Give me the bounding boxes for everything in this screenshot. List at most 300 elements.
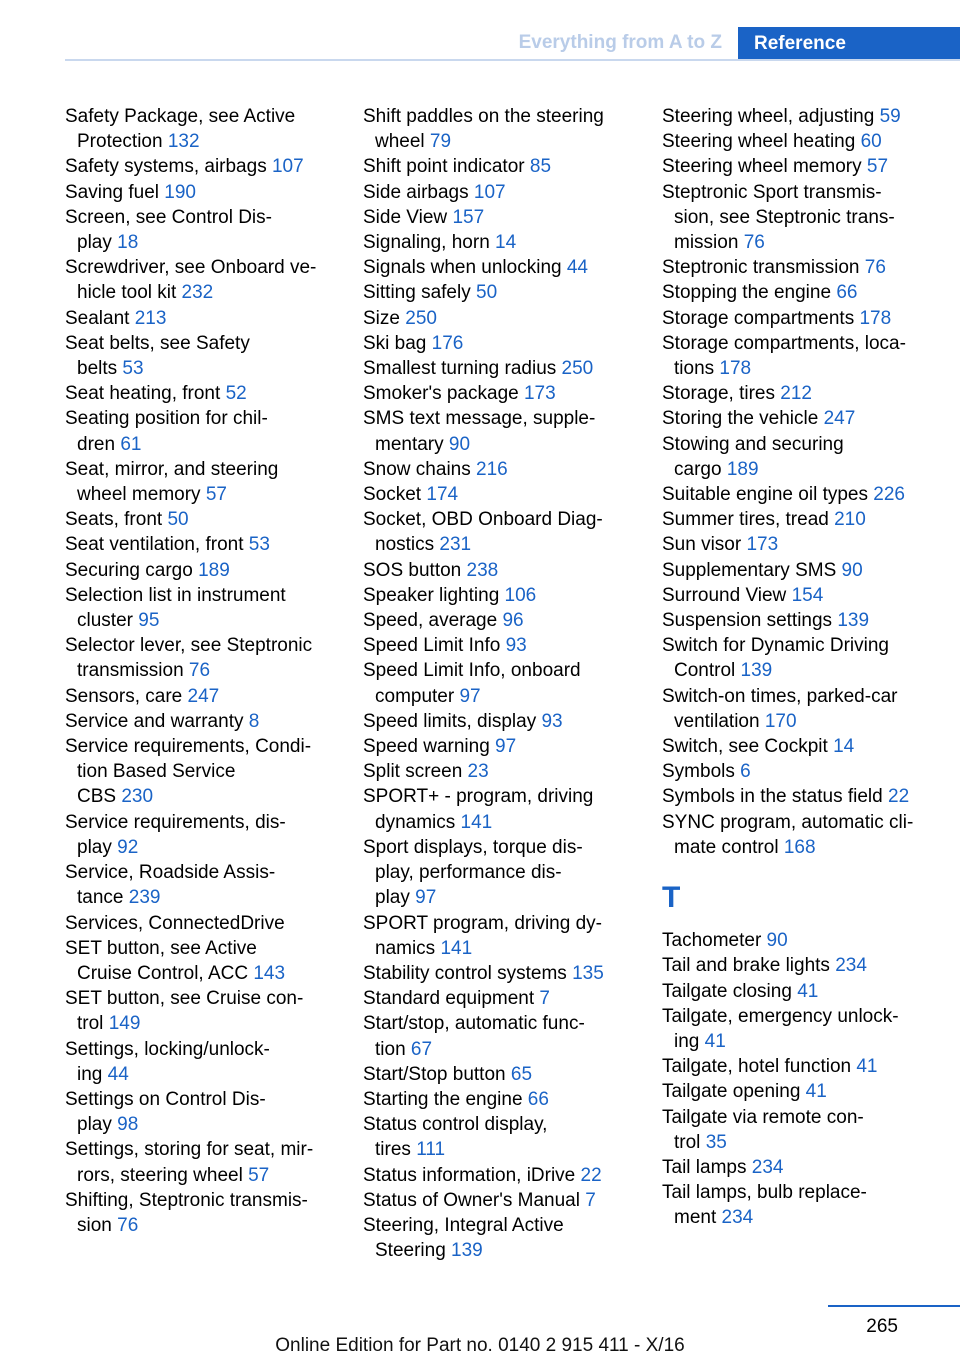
page-reference-link[interactable]: 149 — [108, 1013, 141, 1035]
index-entry-text: trol — [77, 1013, 109, 1035]
page-reference-link[interactable]: 41 — [805, 1081, 827, 1103]
index-entry — [363, 356, 663, 381]
index-entry-text: Tail and brake lights — [662, 955, 836, 977]
page-reference-link[interactable]: 22 — [888, 786, 910, 808]
index-entry-text: trol — [674, 1131, 706, 1153]
index-entry — [662, 306, 960, 331]
page-reference-link[interactable]: 57 — [205, 484, 227, 506]
page-reference-link[interactable]: 41 — [704, 1030, 726, 1052]
index-column-1 — [65, 104, 365, 1238]
page-reference-link[interactable]: 173 — [746, 534, 779, 556]
index-entry — [363, 230, 663, 255]
page-reference-link[interactable]: 238 — [466, 559, 499, 581]
page-reference-link[interactable]: 107 — [473, 181, 506, 203]
index-entry-text: Safety Package, see Active — [65, 106, 296, 127]
page-reference-link[interactable]: 247 — [823, 408, 856, 430]
index-entry-text: Tachometer — [662, 930, 767, 952]
page-reference-link[interactable]: 76 — [188, 660, 211, 682]
page-reference-link[interactable]: 76 — [743, 232, 765, 254]
index-entry-text: Signaling, horn — [363, 232, 496, 254]
page-reference-link[interactable]: 60 — [860, 131, 882, 153]
index-entry — [65, 104, 365, 154]
index-entry-text: Services, ConnectedDrive — [65, 912, 285, 934]
index-entry-text: Sitting safely — [363, 282, 476, 304]
index-entry — [662, 759, 960, 784]
page-reference-link[interactable]: 23 — [467, 761, 489, 783]
index-entry — [363, 835, 663, 911]
page-reference-link[interactable]: 106 — [504, 584, 537, 606]
index-entry-text: sion, see Steptronic trans- — [674, 206, 895, 228]
index-entry-text: Tailgate closing — [662, 980, 798, 1002]
index-entry — [363, 633, 663, 658]
index-entry-text: dren — [77, 433, 121, 455]
index-entry-text: Control — [674, 660, 741, 682]
index-entry-text: Selection list in instrument — [65, 584, 286, 606]
index-entry — [662, 583, 960, 608]
page-reference-link[interactable]: 96 — [502, 610, 524, 632]
index-column-3 — [662, 104, 960, 1231]
page-reference-link[interactable]: 213 — [134, 307, 167, 329]
page-reference-link[interactable]: 41 — [856, 1056, 878, 1078]
page-reference-link[interactable]: 97 — [459, 685, 481, 707]
index-entry — [65, 381, 365, 406]
index-entry — [363, 1062, 663, 1087]
index-entry — [65, 507, 365, 532]
index-entry-text: Service requirements, dis- — [65, 811, 286, 833]
index-entry — [363, 986, 663, 1011]
page-reference-link[interactable]: 154 — [791, 584, 824, 606]
page-reference-link[interactable]: 234 — [721, 1207, 754, 1229]
index-entry — [363, 759, 663, 784]
index-entry — [363, 784, 663, 834]
page-reference-link[interactable]: 143 — [253, 962, 286, 984]
index-entry-text: mate control — [674, 836, 784, 858]
index-entry — [662, 1155, 960, 1180]
page-reference-link[interactable]: 210 — [834, 509, 866, 531]
index-entry-text: tion — [375, 1038, 411, 1060]
index-entry — [662, 608, 960, 633]
index-entry-text: Switch-on times, parked-car — [662, 685, 898, 707]
index-entry — [662, 381, 960, 406]
index-entry-text: SMS text message, supple- — [363, 408, 596, 430]
index-entry — [662, 406, 960, 431]
index-entry-text: Protection — [77, 131, 168, 153]
index-entry — [363, 381, 663, 406]
index-entry — [65, 810, 365, 860]
index-entry-text: Tailgate, hotel function — [662, 1056, 857, 1078]
page-reference-link[interactable]: 97 — [495, 736, 517, 758]
page-reference-link[interactable]: 111 — [416, 1139, 446, 1161]
index-entry-text: cluster — [77, 610, 139, 632]
index-entry — [363, 709, 663, 734]
index-entry — [363, 507, 663, 557]
index-entry — [662, 331, 960, 381]
page-reference-link[interactable]: 85 — [529, 156, 552, 178]
index-entry-text: SYNC program, automatic cli- — [662, 811, 914, 833]
index-entry-text: tires — [375, 1139, 417, 1161]
index-entry-text: Split screen — [363, 761, 468, 783]
index-entry-text: computer — [375, 685, 460, 707]
index-entry-text: Starting the engine — [363, 1088, 528, 1110]
index-entry-text: Settings, locking/unlock- — [65, 1038, 270, 1060]
index-entry-text: Status of Owner's Manual — [363, 1189, 586, 1211]
page-reference-link[interactable]: 90 — [766, 930, 788, 952]
page-reference-link[interactable]: 93 — [505, 635, 527, 657]
index-entry — [363, 1112, 663, 1162]
index-entry — [662, 784, 960, 809]
index-entry-text: Supplementary SMS — [662, 559, 842, 581]
index-entry-text: Size — [363, 307, 406, 329]
page-reference-link[interactable]: 6 — [740, 761, 751, 783]
index-entry — [363, 205, 663, 230]
page-reference-link[interactable]: 234 — [835, 955, 867, 977]
page-reference-link[interactable]: 8 — [248, 710, 260, 732]
page-reference-link[interactable]: 226 — [873, 484, 905, 506]
index-entry — [363, 1213, 663, 1263]
index-entry-text: Cruise Control, ACC — [77, 962, 254, 984]
index-entry — [65, 911, 365, 936]
page-reference-link[interactable]: 18 — [117, 232, 139, 254]
index-entry — [363, 280, 663, 305]
index-entry-text: SOS button — [363, 559, 467, 581]
page-reference-link[interactable]: 53 — [248, 534, 270, 556]
index-entry-text: Service requirements, Condi- — [65, 736, 312, 758]
index-entry-text: Seat belts, see Safety — [65, 332, 250, 354]
index-entry-text: Tail lamps, bulb replace- — [662, 1182, 867, 1204]
index-entry — [363, 558, 663, 583]
index-entry-text: Sport displays, torque dis- — [363, 836, 583, 858]
index-entry-text: Storage compartments — [662, 307, 860, 329]
page-reference-link[interactable]: 14 — [833, 736, 855, 758]
index-entry-text: Start/Stop button — [363, 1063, 511, 1085]
index-entry — [662, 432, 960, 482]
index-entry — [65, 306, 365, 331]
index-entry-text: Suitable engine oil types — [662, 484, 874, 506]
page-reference-link[interactable]: 178 — [719, 358, 752, 380]
index-entry-text: Seats, front — [65, 509, 168, 531]
page-reference-link[interactable]: 66 — [527, 1088, 549, 1110]
page-reference-link[interactable]: 52 — [225, 383, 247, 405]
index-entry — [65, 532, 365, 557]
index-entry-text: Switch for Dynamic Driving — [662, 635, 889, 657]
page-reference-link[interactable]: 7 — [585, 1189, 596, 1211]
index-entry-text: Service and warranty — [65, 710, 249, 732]
page-reference-link[interactable]: 14 — [495, 232, 517, 254]
page-reference-link[interactable]: 250 — [405, 307, 437, 329]
index-entry — [662, 1079, 960, 1104]
index-entry — [363, 1163, 663, 1188]
index-entry — [363, 961, 663, 986]
index-entry — [65, 255, 365, 305]
page-reference-link[interactable]: 135 — [572, 962, 604, 984]
page-reference-link[interactable]: 76 — [864, 257, 886, 279]
page-reference-link[interactable]: 232 — [181, 282, 214, 304]
page-reference-link[interactable]: 157 — [452, 206, 485, 228]
page-reference-link[interactable]: 76 — [117, 1214, 139, 1236]
index-entry-text: play — [77, 836, 118, 858]
page-reference-link[interactable]: 95 — [138, 610, 160, 632]
index-entry-text: Settings, storing for seat, mir- — [65, 1139, 314, 1161]
index-entry — [662, 928, 960, 953]
page-reference-link[interactable]: 173 — [523, 383, 556, 405]
index-entry-text: Selector lever, see Steptronic — [65, 635, 313, 657]
index-entry-text: dynamics — [375, 811, 461, 833]
page-reference-link[interactable]: 93 — [541, 710, 563, 732]
index-entry-text: Tail lamps — [662, 1156, 752, 1178]
page-reference-link[interactable]: 139 — [837, 610, 870, 632]
index-entry-text: Steptronic transmission — [662, 257, 865, 279]
index-entry-text: Sun visor — [662, 534, 747, 556]
page-reference-link[interactable]: 189 — [198, 559, 230, 581]
page-reference-link[interactable]: 61 — [120, 433, 142, 455]
reference-tab: Reference — [738, 27, 960, 61]
index-entry-text: Suspension settings — [662, 610, 838, 632]
page-reference-link[interactable]: 53 — [122, 358, 144, 380]
index-entry-text: Symbols — [662, 761, 741, 783]
index-entry — [65, 331, 365, 381]
index-entry-text: Start/stop, automatic func- — [363, 1013, 585, 1035]
index-entry-text: Shift point indicator — [363, 156, 530, 178]
index-entry-text: ing — [674, 1030, 705, 1052]
index-entry-text: Steptronic Sport transmis- — [662, 181, 882, 203]
index-entry — [662, 979, 960, 1004]
index-entry-text: Speed Limit Info — [363, 635, 506, 657]
page-reference-link[interactable]: 44 — [566, 257, 588, 279]
index-entry-text: Shift paddles on the steering — [363, 106, 604, 127]
page-reference-link[interactable]: 57 — [866, 156, 889, 178]
index-entry — [363, 154, 663, 179]
page-reference-link[interactable]: 212 — [780, 383, 812, 405]
index-entry — [662, 684, 960, 734]
index-entry — [662, 1004, 960, 1054]
index-entry-text: tance — [77, 887, 129, 909]
index-entry — [662, 1105, 960, 1155]
page-reference-link[interactable]: 141 — [460, 811, 493, 833]
index-entry — [65, 583, 365, 633]
index-entry-text: Steering wheel memory — [662, 156, 867, 178]
index-entry-text: Saving fuel — [65, 181, 165, 203]
index-entry — [363, 1087, 663, 1112]
page-reference-link[interactable]: 141 — [440, 937, 473, 959]
index-entry-text: rors, steering wheel — [77, 1164, 249, 1186]
index-entry-text: mission — [674, 232, 744, 254]
index-entry-text: hicle tool kit — [77, 282, 182, 304]
page-reference-link[interactable]: 7 — [539, 988, 550, 1010]
index-entry-text: Surround View — [662, 584, 792, 606]
page-reference-link[interactable]: 79 — [429, 131, 452, 153]
page-reference-link[interactable]: 139 — [740, 660, 773, 682]
index-entry — [363, 457, 663, 482]
index-entry — [662, 1180, 960, 1230]
index-entry-text: Storage compartments, loca- — [662, 332, 906, 354]
index-entry-text: SPORT+ - program, driving — [363, 786, 594, 808]
index-entry — [662, 104, 960, 129]
page-reference-link[interactable]: 190 — [164, 181, 196, 203]
index-entry-text: Seat, mirror, and steering — [65, 458, 279, 480]
page-reference-link[interactable]: 90 — [448, 433, 471, 455]
page-reference-link[interactable]: 234 — [751, 1156, 784, 1178]
page-reference-link[interactable]: 231 — [439, 534, 472, 556]
index-entry-text: play — [77, 1114, 118, 1136]
page-reference-link[interactable]: 92 — [117, 836, 139, 858]
index-entry — [662, 734, 960, 759]
page-reference-link[interactable]: 90 — [841, 559, 863, 581]
index-entry-text: Storage, tires — [662, 383, 781, 405]
index-entry — [662, 129, 960, 154]
index-entry — [662, 482, 960, 507]
page-reference-link[interactable]: 107 — [271, 156, 304, 178]
page-reference-link[interactable]: 247 — [187, 685, 220, 707]
index-entry-text: Tailgate via remote con- — [662, 1106, 864, 1128]
index-entry — [662, 633, 960, 683]
page-reference-link[interactable]: 97 — [415, 887, 437, 909]
index-entry-text: ing — [77, 1063, 108, 1085]
page-reference-link[interactable]: 230 — [121, 786, 154, 808]
index-entry-text: Steering, Integral Active — [363, 1214, 564, 1236]
index-entry-text: play — [77, 232, 118, 254]
index-entry-text: Speed warning — [363, 736, 496, 758]
index-entry — [65, 1188, 365, 1238]
index-entry-text: Steering wheel, adjusting — [662, 106, 880, 127]
index-entry-text: Service, Roadside Assis- — [65, 862, 276, 884]
index-entry-text: SPORT program, driving dy- — [363, 912, 602, 934]
index-entry-text: Tailgate, emergency unlock- — [662, 1005, 899, 1027]
index-entry-text: wheel — [375, 131, 430, 153]
index-entry — [363, 406, 663, 456]
index-entry — [662, 280, 960, 305]
page-reference-link[interactable]: 41 — [797, 980, 819, 1002]
index-entry-text: SET button, see Active — [65, 937, 257, 959]
page-reference-link[interactable]: 168 — [783, 836, 816, 858]
page-reference-link[interactable]: 170 — [764, 710, 797, 732]
index-entry — [65, 558, 365, 583]
page-reference-link[interactable]: 66 — [836, 282, 858, 304]
index-entry-text: Socket — [363, 484, 427, 506]
index-entry-text: play, performance dis- — [375, 862, 562, 884]
page-number: 265 — [866, 1316, 898, 1337]
index-entry-text: Seat heating, front — [65, 383, 226, 405]
index-entry — [363, 658, 663, 708]
index-entry — [363, 608, 663, 633]
page-reference-link[interactable]: 22 — [580, 1164, 602, 1186]
index-entry — [662, 180, 960, 256]
index-entry — [65, 860, 365, 910]
index-entry — [65, 986, 365, 1036]
index-entry — [65, 684, 365, 709]
index-entry-text: Speed limits, display — [363, 710, 542, 732]
index-entry-text: Speed Limit Info, onboard — [363, 660, 581, 682]
page-reference-link[interactable]: 35 — [705, 1131, 727, 1153]
page-reference-link[interactable]: 189 — [726, 458, 759, 480]
index-entry-text: Steering — [375, 1240, 452, 1262]
page-reference-link[interactable]: 216 — [476, 458, 508, 480]
page-reference-link[interactable]: 139 — [451, 1240, 483, 1262]
index-entry-text: belts — [77, 358, 123, 380]
index-entry-text: Summer tires, tread — [662, 509, 835, 531]
index-entry-text: Side airbags — [363, 181, 474, 203]
index-entry-text: play — [375, 887, 416, 909]
page-reference-link[interactable]: 250 — [561, 358, 594, 380]
index-entry — [65, 154, 365, 179]
index-entry-text: Shifting, Steptronic transmis- — [65, 1189, 308, 1211]
index-entry-text: ventilation — [674, 710, 765, 732]
index-entry — [363, 482, 663, 507]
index-entry-text: Screwdriver, see Onboard ve- — [65, 257, 317, 279]
footer-edition: Online Edition for Part no. 0140 2 915 411 - X/16 — [275, 1335, 685, 1356]
index-entry — [65, 457, 365, 507]
index-entry-text: Steering wheel heating — [662, 131, 861, 153]
index-entry — [662, 953, 960, 978]
index-entry-text: ment — [674, 1207, 722, 1229]
index-entry — [363, 331, 663, 356]
index-entry-text: Switch, see Cockpit — [662, 736, 834, 758]
index-entry — [65, 936, 365, 986]
header-rule — [65, 59, 960, 61]
page-number-rule — [828, 1305, 960, 1307]
index-entry-text: Smoker's package — [363, 383, 524, 405]
index-entry — [662, 532, 960, 557]
page-reference-link[interactable]: 132 — [167, 131, 200, 153]
index-entry — [65, 1037, 365, 1087]
index-entry-text: namics — [375, 937, 441, 959]
page-reference-link[interactable]: 98 — [117, 1114, 139, 1136]
index-letter-heading: T — [662, 881, 681, 915]
index-entry — [65, 709, 365, 734]
index-entry-text: SET button, see Cruise con- — [65, 988, 304, 1010]
index-entry — [363, 583, 663, 608]
index-entry — [363, 1011, 663, 1061]
index-entry — [65, 633, 365, 683]
index-entry — [65, 180, 365, 205]
index-entry — [363, 306, 663, 331]
page-reference-link[interactable]: 50 — [476, 282, 498, 304]
page-reference-link[interactable]: 50 — [167, 509, 189, 531]
index-entry-text: Status control display, — [363, 1114, 548, 1136]
page-reference-link[interactable]: 59 — [879, 106, 901, 127]
page-reference-link[interactable]: 178 — [859, 307, 892, 329]
index-entry — [363, 734, 663, 759]
index-entry-text: Storing the vehicle — [662, 408, 824, 430]
index-entry-text: Status information, iDrive — [363, 1164, 581, 1186]
index-entry-text: Stability control systems — [363, 962, 573, 984]
index-entry — [65, 205, 365, 255]
index-entry-text: Snow chains — [363, 458, 477, 480]
page-reference-link[interactable]: 174 — [426, 484, 459, 506]
index-entry — [65, 734, 365, 810]
index-entry-text: Sensors, care — [65, 685, 188, 707]
page-reference-link[interactable]: 57 — [248, 1164, 270, 1186]
index-entry-text: Safety systems, airbags — [65, 156, 272, 178]
index-entry-text: wheel memory — [77, 484, 206, 506]
index-entry — [65, 1137, 365, 1187]
page-reference-link[interactable]: 239 — [128, 887, 161, 909]
index-entry-text: sion — [77, 1214, 118, 1236]
page-reference-link[interactable]: 67 — [410, 1038, 433, 1060]
page-reference-link[interactable]: 176 — [431, 332, 464, 354]
index-entry-text: Seating position for chil- — [65, 408, 268, 430]
index-entry-text: cargo — [674, 458, 727, 480]
index-entry-text: tions — [674, 358, 720, 380]
page-reference-link[interactable]: 65 — [510, 1063, 533, 1085]
index-entry — [363, 104, 663, 154]
index-entry — [662, 154, 960, 179]
index-entry — [662, 558, 960, 583]
page-reference-link[interactable]: 44 — [107, 1063, 129, 1085]
index-column-2 — [363, 104, 663, 1263]
index-entry — [662, 255, 960, 280]
index-entry-text: transmission — [77, 660, 189, 682]
index-entry-text: Seat ventilation, front — [65, 534, 249, 556]
